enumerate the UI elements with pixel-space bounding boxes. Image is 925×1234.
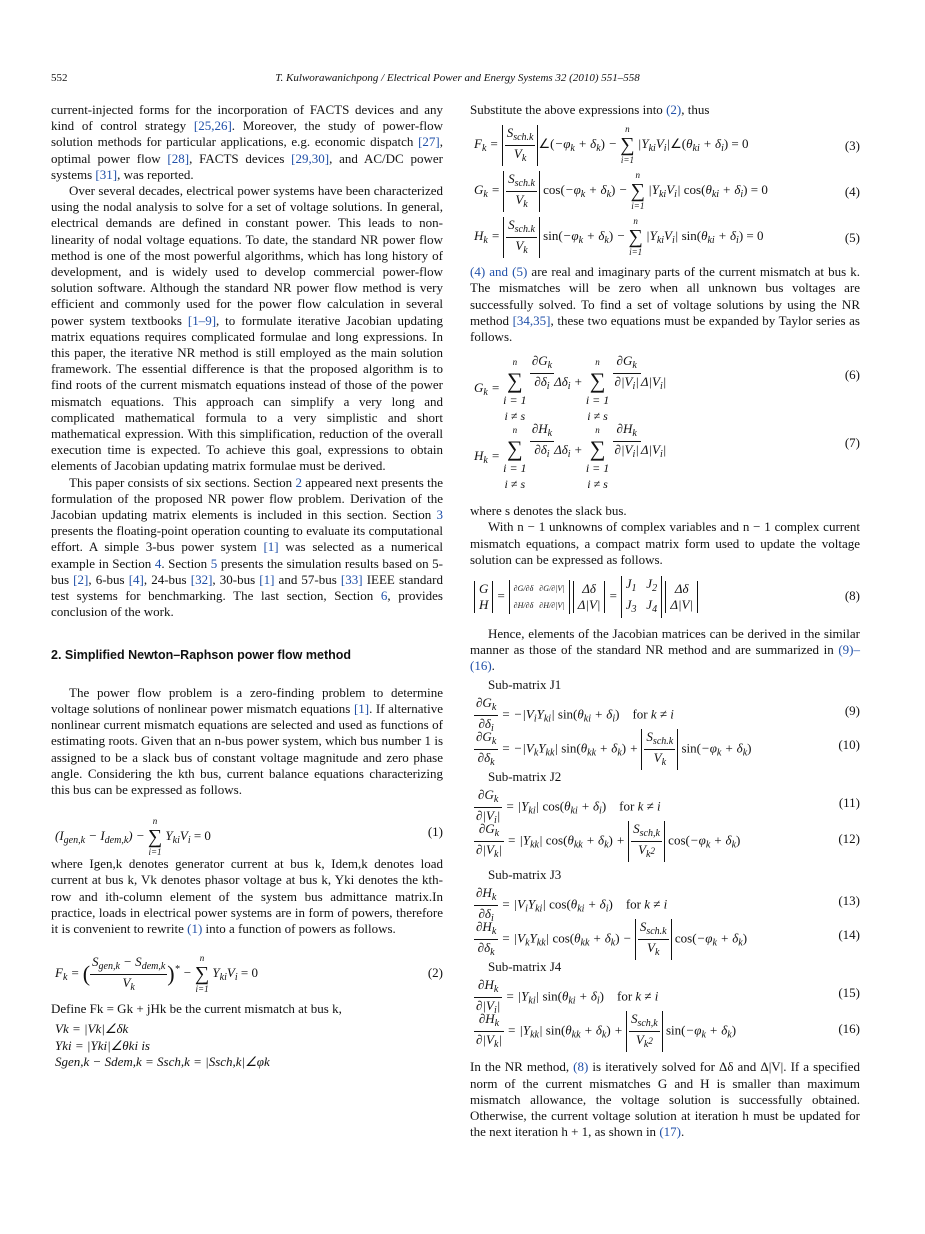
equation-number: (6) <box>844 367 860 383</box>
paragraph: Hence, elements of the Jacobian matrices can be derived in the similar manner as those of the standard NR method and are summarized in (9)–(16). <box>470 626 860 674</box>
paragraph: current-injected forms for the incorporation of FACTS devices and any kind of control strategy [25,26]. Moreover, the study of power-flow solution methods for particular applications, e.g. economic dispatch [27], optimal power flow [28], FACTS devices [29,30], and AC/DC power systems [31], was reported. <box>51 102 443 182</box>
page-header <box>51 72 864 88</box>
equation-3: $F_k$ = $\frac{S_{sch.k}}{V_k}$ $\angle(-\varphi_k + \delta_k)$ − n ∑ i=1 $|Y_{ki}V_i|\angle(\theta_{ki} + \delta_i) = 0$ (3) <box>474 124 860 166</box>
equation-14: $\frac{\partial H_k}{\partial\delta_k}$ = $|V_kY_{kk}|$ $\cos(\theta_{kk} + \delta_k)$ − $\frac{S_{sch.k}}{V_k}$ $\cos(-\varphi_k + \delta_k)$ (14) <box>476 919 860 959</box>
citation-link[interactable]: [31] <box>95 166 118 182</box>
equation-number: (14) <box>838 927 860 943</box>
equation-5: $H_k$ = $\frac{S_{sch.k}}{V_k}$ $\sin(-\varphi_k + \delta_k)$ − n ∑ i=1 $|Y_{ki}V_i|$ $\sin(\theta_{ki} + \delta_i) = 0$ (5) <box>474 216 860 258</box>
left-column <box>51 102 443 1070</box>
citation-link[interactable]: [1] <box>353 700 370 716</box>
paragraph: Substitute the above expressions into (2), thus <box>470 102 710 117</box>
right-column <box>470 102 860 1140</box>
definition: Vk = |Vk|∠δk <box>55 1021 129 1037</box>
paragraph: In the NR method, (8) is iteratively solved for Δδ and Δ|V|. If a specified norm of the current mismatches G and H is smaller than maximum mismatch allowance, the voltage solution is successfully obtained. Otherwise, the current voltage solution at iteration h must be updated for the next iteration h + 1, as shown in (17). <box>470 1059 861 1140</box>
equation-4: $G_k$ = $\frac{S_{sch.k}}{V_k}$ $\cos(-\varphi_k + \delta_k)$ − n ∑ i=1 $|Y_{ki}V_i|$ $\cos(\theta_{ki} + \delta_i) = 0$ (4) <box>474 170 860 212</box>
citation-link[interactable]: [28] <box>167 150 190 166</box>
equation-link[interactable]: (17) <box>659 1124 681 1140</box>
section-link[interactable]: 5 <box>210 555 218 571</box>
equation-number: (4) <box>844 184 860 200</box>
paragraph: where Igen,k denotes generator current at bus k, Idem,k denotes load current at bus k, Vk denotes phasor voltage at bus k, Yki denotes the kth-row and ith-column element of the system bus admittance matrix.In practice, loads in electrical power systems are in form of powers, therefore it is convenient to rewrite (1) into a function of powers as follows. <box>51 856 443 936</box>
equation-link[interactable]: (1) <box>187 920 203 936</box>
citation-link[interactable]: [25,26] <box>193 118 232 134</box>
paragraph: (4) and (5) are real and imaginary parts of the current mismatch at bus k. The mismatches will be zero when all unknown bus voltages are successfully solved. To find a set of voltage solutions by using the NR method [34,35], these two equations must be expanded by Taylor series as follows. <box>470 264 860 345</box>
citation-link[interactable]: [1] <box>259 571 275 587</box>
section-link[interactable]: 3 <box>436 507 443 523</box>
equation-link[interactable]: (8) <box>573 1059 589 1075</box>
citation-link[interactable]: [34,35] <box>512 312 551 328</box>
equation-11: $\frac{\partial G_k}{\partial|V_i|}$ = $|Y_{ki}|$ $\cos(\theta_{ki} + \delta_i)$ for k ≠ i (11) <box>476 787 860 827</box>
submatrix-label: Sub-matrix J2 <box>488 768 562 784</box>
submatrix-label: Sub-matrix J1 <box>488 676 562 692</box>
citation-link[interactable]: [33] <box>340 571 363 587</box>
section-link[interactable]: 2 <box>295 474 302 490</box>
running-title: T. Kulworawanichpong / Electrical Power and Energy Systems 32 (2010) 551–558 <box>275 72 640 84</box>
equation-number: (3) <box>844 138 860 154</box>
citation-link[interactable]: [2] <box>73 571 89 587</box>
equation-number: (1) <box>427 824 443 840</box>
equation-12: $\frac{\partial G_k}{\partial|V_k|}$ = $|Y_{kk}|$ $\cos(\theta_{kk} + \delta_k)$ + $\frac{S_{sch,k}}{V_k2}$ $\cos(-\varphi_k + \delta_k)$ (12) <box>476 821 860 861</box>
citation-link[interactable]: [1] <box>263 539 279 555</box>
section-heading: 2. Simplified Newton–Raphson power flow method <box>51 647 352 662</box>
paragraph: The power flow problem is a zero-finding problem to determine voltage solutions of nonlinear power mismatch equations [1]. If alternative nonlinear current mismatch equations are selected and used as functions of estimating roots. Given that an n-bus power system, which bus number 1 is assigned to be a slack bus of constant voltage magnitude and zero phase angle. Considering the kth bus, current balance equations characterizing this bus can be expressed as follows. <box>51 684 443 797</box>
citation-link[interactable]: [29,30] <box>291 150 330 166</box>
equation-number: (5) <box>844 230 860 246</box>
paragraph: Over several decades, electrical power systems have been characterized using the nodal analysis to solve for a set of voltage solutions. In general, electrical demands are defined in constant power. This leads to non-linearity of nodal voltage equations. To date, the standard NR power flow method is one of the most powerful algorithms, which has long history of development, and is widely used to develop commercial power-flow solution software. Although the standard NR power flow method is very efficient and commonly used for the power flow calculation in several power system textbooks [1–9], to formulate iterative Jacobian updating matrix equations requires complicated formulae and long expressions. In this paper, the iterative NR method is still employed as the main solution framework. The essential difference is that the proposed algorithm is to find roots of the current mismatch equations instead of those of the power mismatch equations. This approach can simplify a very long and complicated mathematical formula to a very simplistic and short mathematical expression. With this simplification, reduction of the overall execution time is expected. To achieve this goal, expressions to obtain elements of Jacobian updating matrix formulae must be derived. <box>51 183 443 474</box>
equation-10: $\frac{\partial G_k}{\partial\delta_k}$ = $-|V_kY_{kk}|$ $\sin(\theta_{kk} + \delta_k)$ + $\frac{S_{sch.k}}{V_k}$ $\sin(-\varphi_k + \delta_k)$ (10) <box>476 728 860 768</box>
equation-number: (16) <box>838 1021 860 1037</box>
paragraph: This paper consists of six sections. Section 2 appeared next presents the formulation of the proposed NR power flow problem. Derivation of the Jacobian updating matrix elements is included in this section. Section 3 presents the floating-point operation counting to evaluate its computational effort. A simple 3-bus power system [1] was selected as a numerical example in Section 4. Section 5 presents the simulation results based on 5-bus [2], 6-bus [4], 24-bus [32], 30-bus [1] and 57-bus [33] IEEE standard test systems for benchmarking. The last section, Section 6, provides conclusion of the work. <box>51 474 443 620</box>
submatrix-label: Sub-matrix J4 <box>488 959 562 975</box>
equation-number: (7) <box>844 435 860 451</box>
equation-number: (13) <box>838 893 860 909</box>
equation-2: $F_k$ = ( $\frac{S_{gen,k} - S_{dem,k}}{V_k}$ )* − n ∑ i=1 $Y_{ki}V_i = 0$ (2) <box>55 953 443 995</box>
paragraph: Define Fk = Gk + jHk be the current mismatch at bus k, <box>51 1001 342 1017</box>
section-link[interactable]: 4 <box>154 555 162 571</box>
equation-number: (11) <box>838 795 860 811</box>
citation-link[interactable]: [32] <box>190 571 213 587</box>
paragraph: With n − 1 unknowns of complex variables and n − 1 complex current mismatch equations, a compact matrix form used to update the voltage solution can be expressed as follows. <box>470 519 860 567</box>
section-link[interactable]: 6 <box>380 588 388 604</box>
equation-link[interactable]: (2) <box>666 102 682 117</box>
citation-link[interactable]: [27] <box>418 134 440 150</box>
definition: Sgen,k − Sdem,k = Ssch,k = |Ssch,k|∠φk <box>55 1053 270 1069</box>
equation-number: (12) <box>838 831 860 847</box>
citation-link[interactable]: [4] <box>128 571 144 587</box>
equation-number: (10) <box>838 736 860 752</box>
paragraph: where s denotes the slack bus. <box>470 503 627 519</box>
equation-6: $G_k$ = n ∑ i = 1 i ≠ s $\frac{\partial G_k}{\partial\delta_i}$ $\Delta\delta_i$ + n ∑ i = 1 i ≠ s $\frac{\partial G_k}{\partial|V_i|}$ $\Delta|V_i|$ (6) <box>474 353 860 424</box>
equation-link[interactable]: (4) and (5) <box>470 264 528 280</box>
definition: Yki = |Yki|∠θki is <box>55 1037 150 1053</box>
equation-8: G H = ∂G/∂δ ∂G/∂|V| ∂H/∂δ ∂H/∂|V| Δδ Δ|V| = $J_1$ $J_2$ $J_3$ $J_4$ Δδ Δ|V| (8) <box>470 576 860 620</box>
equation-number: (2) <box>427 965 443 981</box>
equation-number: (8) <box>844 588 860 604</box>
equation-13: $\frac{\partial H_k}{\partial\delta_i}$ = $|V_iY_{ki}|$ $\cos(\theta_{ki} + \delta_i)$ for k ≠ i (13) <box>476 885 860 925</box>
citation-link[interactable]: [1–9] <box>187 312 217 328</box>
equation-1: $(I_{gen,k} - I_{dem,k})$ − n ∑ i=1 $Y_{ki}V_i = 0$ (1) <box>55 816 443 858</box>
submatrix-label: Sub-matrix J3 <box>488 867 562 883</box>
equation-16: $\frac{\partial H_k}{\partial|V_k|}$ = $|Y_{kk}|$ $\sin(\theta_{kk} + \delta_k)$ + $\frac{S_{sch,k}}{V_k2}$ $\sin(-\varphi_k + \delta_k)$ (16) <box>476 1011 860 1051</box>
equation-7: $H_k$ = n ∑ i = 1 i ≠ s $\frac{\partial H_k}{\partial\delta_i}$ $\Delta\delta_i$ + n ∑ i = 1 i ≠ s $\frac{\partial H_k}{\partial|V_i|}$ $\Delta|V_i|$ (7) <box>474 421 860 492</box>
page-number: 552 <box>51 72 68 84</box>
equation-9: $\frac{\partial G_k}{\partial\delta_i}$ = $-|V_iY_{ki}|$ $\sin(\theta_{ki} + \delta_i)$ for k ≠ i (9) <box>476 694 860 734</box>
equation-number: (15) <box>838 985 860 1001</box>
equation-link[interactable]: (9)–(16) <box>470 642 860 674</box>
equation-number: (9) <box>844 702 860 718</box>
equation-15: $\frac{\partial H_k}{\partial|V_i|}$ = $|Y_{ki}|$ $\sin(\theta_{ki} + \delta_i)$ for k ≠ i (15) <box>476 977 860 1017</box>
